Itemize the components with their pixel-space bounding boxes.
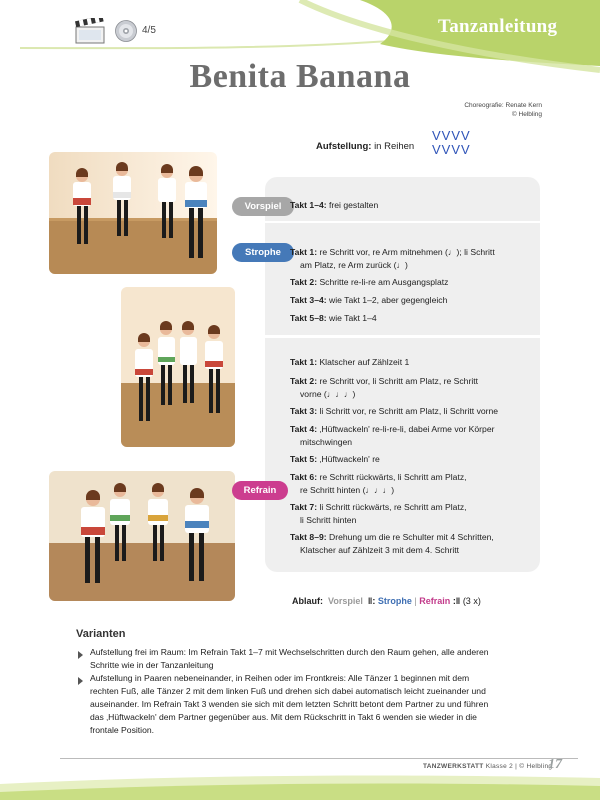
formation-diagram — [432, 129, 471, 157]
sequence-label: Ablauf: — [292, 596, 323, 606]
variant-item — [90, 672, 535, 737]
variant-line: das ‚Hüftwackeln' dem Partner gegenüber aus. Mit dem Rückschritt in Takt 6 wenden sie wieder in die — [90, 712, 477, 722]
vorspiel-label: Vorspiel — [232, 197, 294, 216]
repeat-close-sign: :‖ — [452, 596, 461, 606]
strophe-step — [290, 294, 525, 307]
refrain-step — [290, 405, 525, 418]
step-takt: Takt 1: — [290, 357, 318, 367]
variants-heading: Varianten — [76, 628, 126, 640]
refrain-step — [290, 423, 525, 449]
page-number: 17 — [548, 757, 562, 772]
step-text: re Schritt vor, re Arm mitnehmen (♩); li Schritt — [319, 247, 495, 257]
step-text-cont: am Platz, re Arm zurück (♩) — [300, 260, 408, 270]
step-takt: Takt 2: — [290, 376, 318, 386]
step-text: Schritte re-li-re am Ausgangsplatz — [319, 277, 449, 287]
formation-label: Aufstellung: — [316, 141, 372, 152]
step-text: frei gestalten — [329, 200, 379, 210]
footer-swoosh — [0, 770, 600, 800]
footer-brand — [423, 763, 552, 770]
step-takt: Takt 1–4: — [290, 200, 327, 210]
formation-info — [316, 141, 414, 152]
vorspiel-step — [290, 199, 525, 212]
sequence-divider: | — [414, 596, 417, 606]
step-takt: Takt 3–4: — [290, 295, 327, 305]
variant-line: Aufstellung frei im Raum: Im Refrain Takt 1–7 mit Wechselschritten durch den Raum gehen, alle anderen — [90, 647, 489, 657]
repeat-open-sign: ‖: — [367, 596, 376, 606]
refrain-step — [290, 471, 525, 497]
strophe-label: Strophe — [232, 243, 294, 262]
formation-row-2: VVVV — [432, 142, 471, 157]
step-text: re Schritt rückwärts, li Schritt am Platz, — [319, 472, 467, 482]
step-text: ‚Hüftwackeln' re — [319, 454, 380, 464]
step-text: wie Takt 1–2, aber gegengleich — [329, 295, 448, 305]
refrain-label: Refrain — [232, 481, 288, 500]
bullet-arrow-icon — [78, 651, 83, 659]
step-takt: Takt 7: — [290, 502, 318, 512]
variant-line: frontale Position. — [90, 725, 155, 735]
section-title: Tanzanleitung — [438, 16, 558, 37]
strophe-step — [290, 246, 525, 272]
strophe-step — [290, 312, 525, 325]
series-name: TANZWERKSTATT — [423, 763, 484, 770]
footer-publisher: © Helbling — [519, 763, 553, 770]
step-takt: Takt 8–9: — [290, 532, 327, 542]
footer-separator: | — [515, 763, 518, 770]
variant-line: Aufstellung in Paaren nebeneinander, in Reihen oder im Frontkreis: Alle Tänzer 1 beginnen mit dem — [90, 673, 470, 683]
publisher-credit: © Helbling — [511, 111, 542, 118]
step-takt: Takt 3: — [290, 406, 318, 416]
sequence-refrain: Refrain — [419, 596, 451, 606]
sequence-strophe: Strophe — [377, 596, 412, 606]
step-text: li Schritt vor, re Schritt am Platz, li Schritt vorne — [319, 406, 499, 416]
variant-item — [90, 646, 535, 672]
strophe-step — [290, 276, 525, 289]
step-takt: Takt 6: — [290, 472, 318, 482]
refrain-step — [290, 531, 525, 557]
formation-row-1: VVVV — [432, 128, 471, 143]
panel-divider-2 — [265, 335, 540, 338]
class-level: Klasse 2 — [485, 763, 514, 770]
step-text: Drehung um die re Schulter mit 4 Schritten, — [329, 532, 494, 542]
step-text: re Schritt vor, li Schritt am Platz, re Schritt — [319, 376, 479, 386]
step-text-cont: mitschwingen — [300, 437, 353, 447]
refrain-step — [290, 453, 525, 466]
variant-line: rechten Fuß, alle Tänzer 2 mit dem linken Fuß und drehen sich dabei automatisch leicht zueinander und — [90, 686, 486, 696]
refrain-step — [290, 356, 525, 369]
step-takt: Takt 1: — [290, 247, 318, 257]
step-text-cont: re Schritt hinten (♩♩♩) — [300, 485, 395, 495]
step-takt: Takt 2: — [290, 277, 318, 287]
step-text: wie Takt 1–4 — [329, 313, 377, 323]
cd-icon — [115, 20, 137, 42]
panel-divider-1 — [265, 221, 540, 223]
bullet-arrow-icon — [78, 677, 83, 685]
variant-line: auseinander. Im Refrain Takt 3 wenden sie sich mit dem letzten Schritt betont dem Partner zu und führen — [90, 699, 489, 709]
step-text-cont: li Schritt hinten — [300, 515, 357, 525]
video-clapper-icon — [75, 18, 105, 44]
step-takt: Takt 5–8: — [290, 313, 327, 323]
credits — [464, 101, 542, 119]
footer-rule — [60, 758, 578, 759]
formation-value: in Reihen — [374, 141, 415, 152]
dance-photo-1 — [49, 152, 217, 274]
variant-line: Schritte wie in der Tanzanleitung — [90, 660, 214, 670]
step-text: ‚Hüftwackeln' re-li-re-li, dabei Arme vor Körper — [319, 424, 495, 434]
dance-photo-3 — [49, 471, 235, 601]
refrain-step — [290, 375, 525, 401]
sequence-line — [292, 596, 481, 606]
step-text: li Schritt rückwärts, re Schritt am Platz, — [319, 502, 467, 512]
choreography-credit: Choreografie: Renate Kern — [464, 102, 542, 109]
sequence-vorspiel: Vorspiel — [328, 596, 363, 606]
step-text: Klatscher auf Zählzeit 1 — [319, 357, 410, 367]
step-takt: Takt 4: — [290, 424, 318, 434]
step-text-cont: Klatscher auf Zählzeit 3 mit dem 4. Schritt — [300, 545, 460, 555]
page-title: Benita Banana — [189, 58, 411, 95]
dance-photo-2 — [121, 287, 235, 447]
step-text-cont: vorne (♩♩♩) — [300, 389, 356, 399]
refrain-step — [290, 501, 525, 527]
track-number: 4/5 — [142, 25, 156, 36]
sequence-count: (3 x) — [462, 596, 481, 606]
step-takt: Takt 5: — [290, 454, 318, 464]
